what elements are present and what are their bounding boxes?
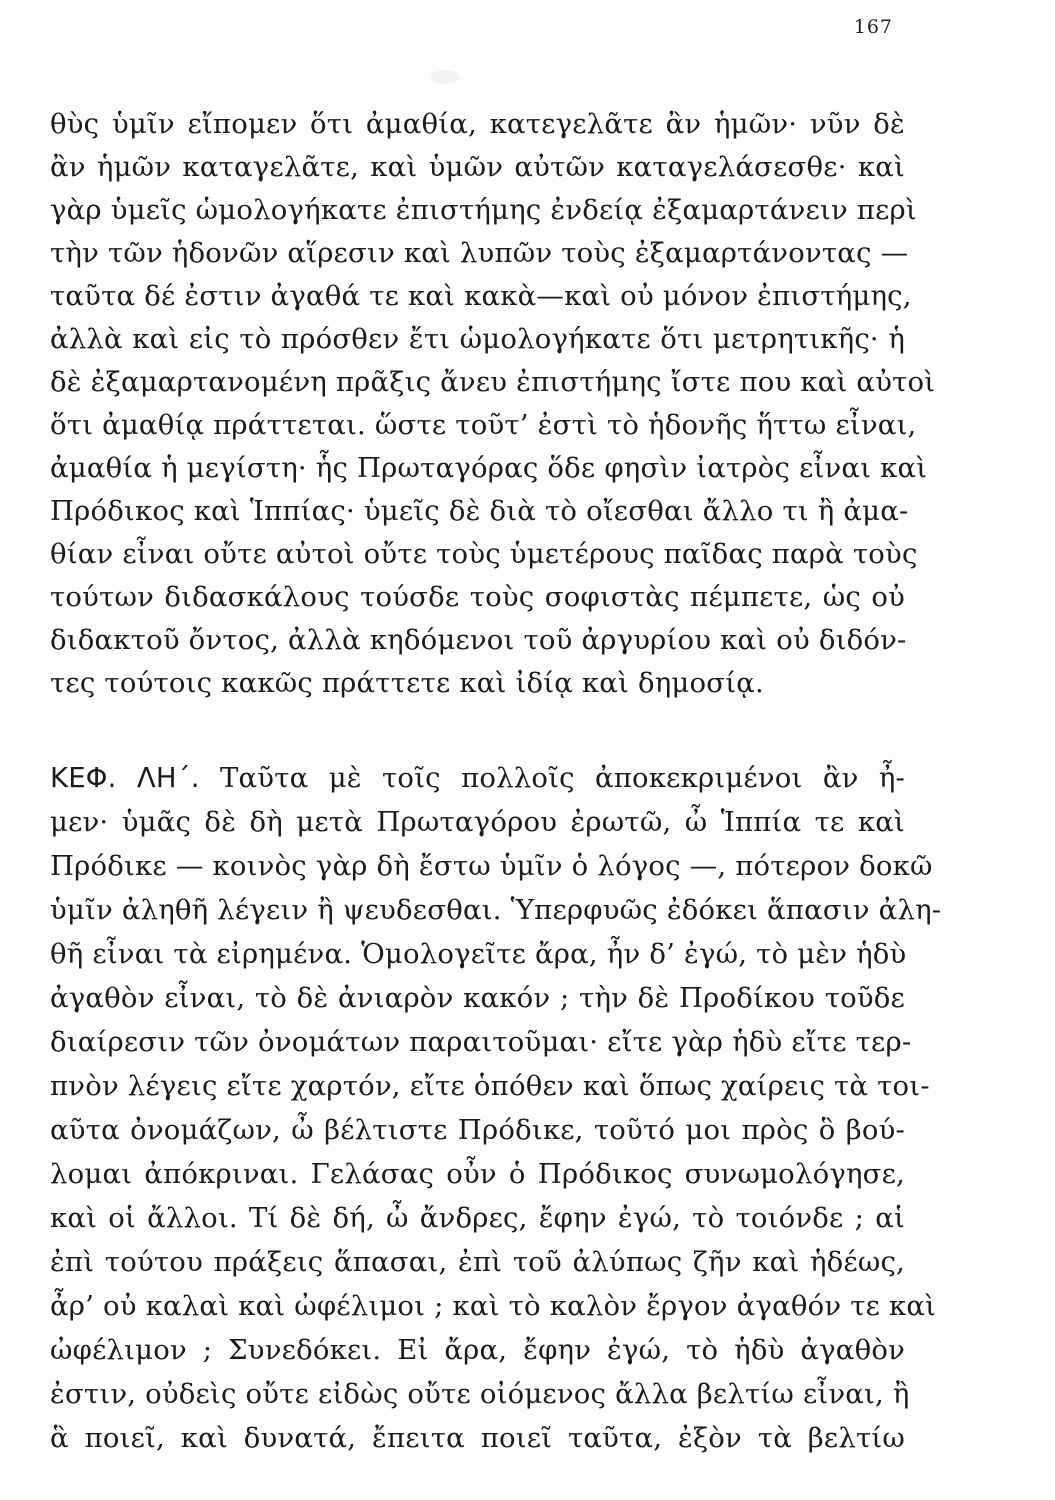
text-line: θῆ εἶναι τὰ εἰρημένα. Ὁμολογεῖτε ἄρα, ἦν δ’ ἐγώ, τὸ μὲν ἡδὺ (50, 938, 907, 970)
text-line: καὶ οἱ ἄλλοι. Τί δὲ δή, ὦ ἄνδρες, ἔφην ἐγώ, τὸ τοιόνδε ; αἱ (50, 1202, 905, 1234)
text-line: ἃ ποιεῖ, καὶ δυνατά, ἔπειτα ποιεῖ ταῦτα, ἐξὸν τὰ βελτίω (50, 1422, 905, 1454)
text-line: ὅτι ἀμαθίᾳ πράττεται. ὥστε τοῦτ’ ἐστὶ τὸ ἡδονῆς ἥττω εἶναι, (50, 409, 917, 441)
chapter-first-line-text: Ταῦτα μὲ τοῖς πολλοῖς ἀποκεκριμένοι ἂν ἦ- (219, 762, 905, 794)
text-line: θίαν εἶναι οὔτε αὐτοὶ οὔτε τοὺς ὑμετέρους παῖδας παρὰ τοὺς (50, 538, 918, 570)
text-line: λομαι ἀπόκριναι. Γελάσας οὖν ὁ Πρόδικος συνωμολόγησε, (50, 1158, 905, 1190)
text-line: Πρόδικε — κοινὸς γὰρ δὴ ἔστω ὑμῖν ὁ λόγος —, πότερον δοκῶ (50, 850, 933, 882)
page-number: 167 (853, 16, 893, 38)
text-line: ἐπὶ τούτου πράξεις ἅπασαι, ἐπὶ τοῦ ἀλύπως ζῆν καὶ ἡδέως, (50, 1246, 905, 1278)
text-line: δὲ ἐξαμαρτανομένη πρᾶξις ἄνευ ἐπιστήμης ἴστε που καὶ αὐτοὶ (50, 366, 936, 398)
chapter-first-line (50, 760, 905, 796)
text-line: ἂν ἡμῶν καταγελᾶτε, καὶ ὑμῶν αὐτῶν καταγελάσεσθε· καὶ (50, 151, 905, 183)
text-line: ἐστιν, οὐδεὶς οὔτε εἰδὼς οὔτε οἰόμενος ἄλλα βελτίω εἶναι, ἢ (50, 1378, 910, 1410)
text-line: τούτων διδασκάλους τούσδε τοὺς σοφιστὰς πέμπετε, ὡς οὐ (50, 581, 905, 613)
smudge-mark (430, 70, 460, 84)
text-line: ὠφέλιμον ; Συνεδόκει. Εἰ ἄρα, ἔφην ἐγώ, τὸ ἡδὺ ἀγαθὸν (50, 1334, 905, 1366)
text-line: πνὸν λέγεις εἴτε χαρτόν, εἴτε ὁπόθεν καὶ ὅπως χαίρεις τὰ τοι- (50, 1070, 930, 1102)
text-line: Πρόδικος καὶ Ἱππίας· ὑμεῖς δὲ διὰ τὸ οἴεσθαι ἄλλο τι ἢ ἀμα- (50, 495, 909, 527)
chapter-heading: ΚΕΦ. ΛΗ΄. (50, 762, 200, 794)
text-line: ὑμῖν ἀληθῆ λέγειν ἢ ψευδεσθαι. Ὑπερφυῶς ἐδόκει ἅπασιν ἀλη- (50, 894, 942, 926)
text-line: τες τούτοις κακῶς πράττετε καὶ ἰδίᾳ καὶ δημοσίᾳ. (50, 667, 764, 699)
text-line: αῦτα ὀνομάζων, ὦ βέλτιστε Πρόδικε, τοῦτό μοι πρὸς ὃ βού- (50, 1114, 905, 1146)
text-line: ταῦτα δέ ἐστιν ἀγαθά τε καὶ κακὰ—καὶ οὐ μόνον ἐπιστήμης, (50, 280, 912, 312)
text-line: ἀλλὰ καὶ εἰς τὸ πρόσθεν ἔτι ὡμολογήκατε ὅτι μετρητικῆς· ἡ (50, 323, 905, 355)
text-line: γὰρ ὑμεῖς ὡμολογήκατε ἐπιστήμης ἐνδείᾳ ἐξαμαρτάνειν περὶ (50, 194, 917, 226)
text-line: μεν· ὑμᾶς δὲ δὴ μετὰ Πρωταγόρου ἐρωτῶ, ὦ Ἱππία τε καὶ (50, 806, 905, 838)
text-line: τὴν τῶν ἡδονῶν αἵρεσιν καὶ λυπῶν τοὺς ἐξαμαρτάνοντας — (50, 237, 909, 269)
text-line: θὺς ὑμῖν εἴπομεν ὅτι ἀμαθία, κατεγελᾶτε ἂν ἡμῶν· νῦν δὲ (50, 108, 905, 140)
text-line: ἆρ’ οὐ καλαὶ καὶ ὠφέλιμοι ; καὶ τὸ καλὸν ἔργον ἀγαθόν τε καὶ (50, 1290, 937, 1322)
text-line: διαίρεσιν τῶν ὀνομάτων παραιτοῦμαι· εἴτε γὰρ ἡδὺ εἴτε τερ- (50, 1026, 912, 1058)
text-line: ἀγαθὸν εἶναι, τὸ δὲ ἀνιαρὸν κακόν ; τὴν δὲ Προδίκου τοῦδε (50, 982, 905, 1014)
text-line: ἀμαθία ἡ μεγίστη· ἧς Πρωταγόρας ὅδε φησὶν ἰατρὸς εἶναι καὶ (50, 452, 928, 484)
text-line: διδακτοῦ ὄντος, ἀλλὰ κηδόμενοι τοῦ ἀργυρίου καὶ οὐ διδόν- (50, 624, 907, 656)
